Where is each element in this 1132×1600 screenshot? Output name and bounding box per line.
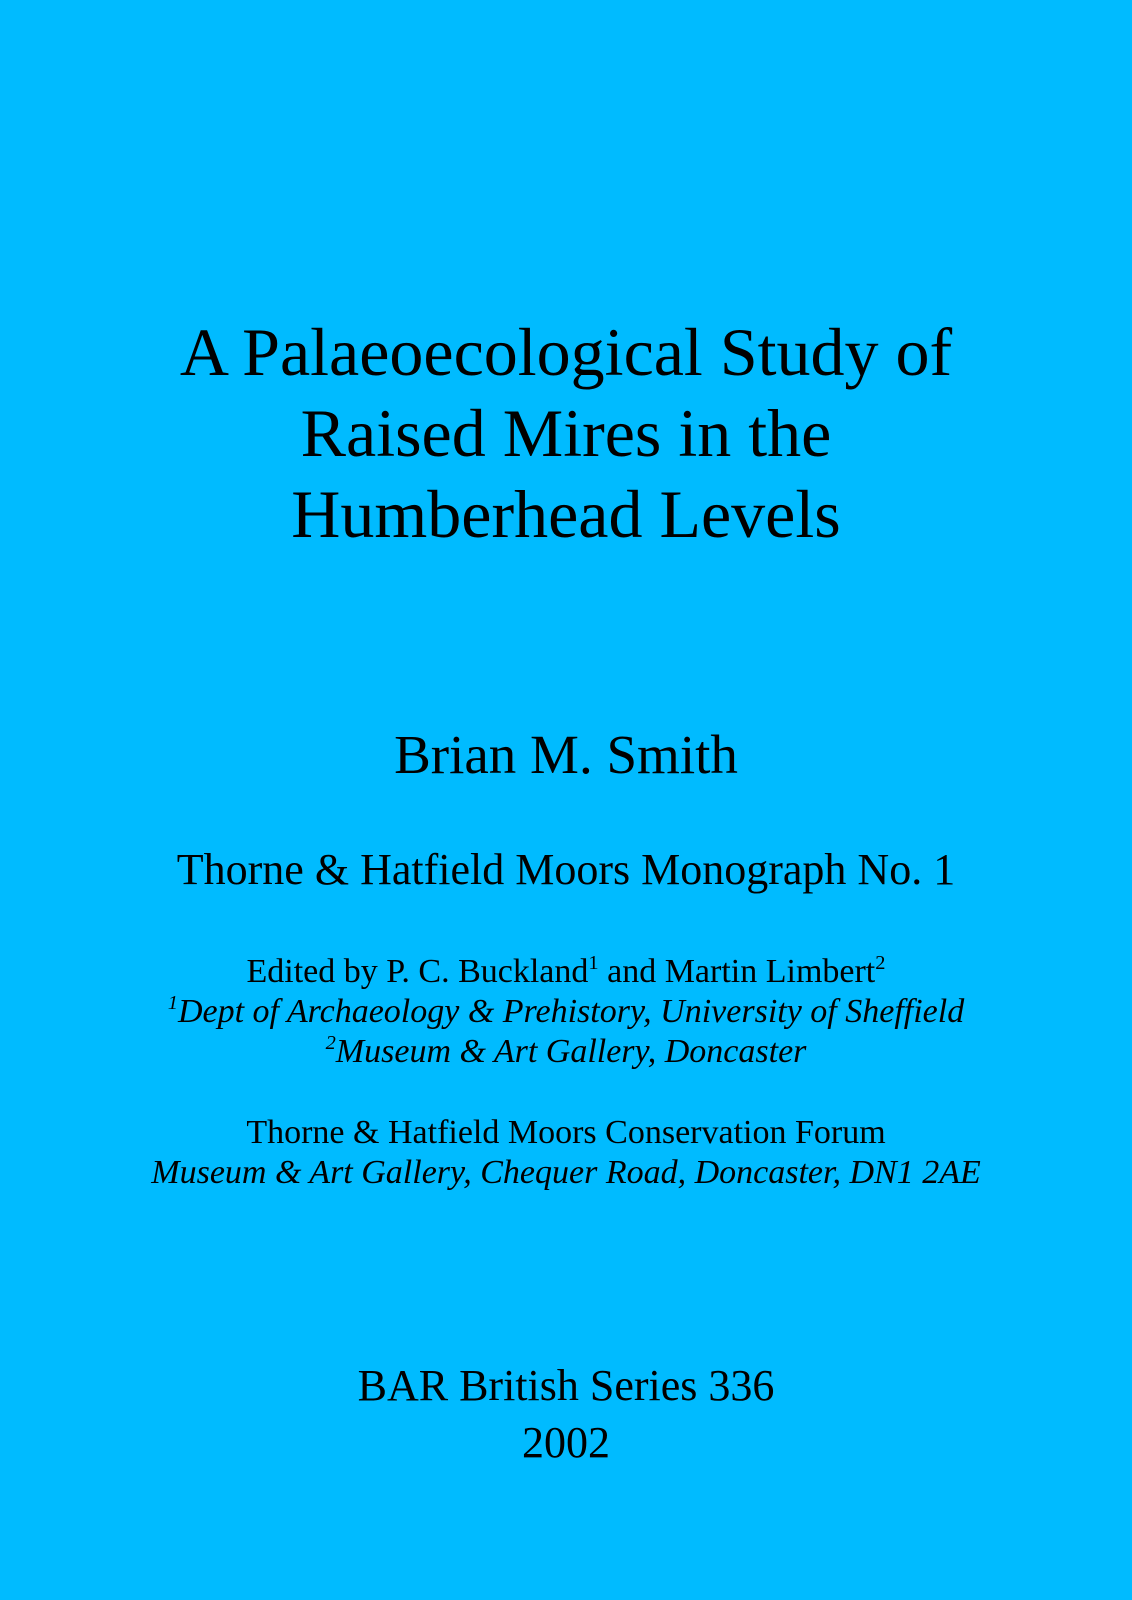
editors-line <box>0 952 1132 992</box>
editors-block <box>0 952 1132 1072</box>
editor-2: and Martin Limbert <box>598 953 876 990</box>
publication-year: 2002 <box>522 1418 610 1467</box>
title-line-1: A Palaeoecological Study of <box>179 314 953 390</box>
affiliation-1-mark: 1 <box>167 991 178 1014</box>
book-title <box>0 312 1132 555</box>
title-line-2: Raised Mires in the <box>300 395 832 471</box>
affiliation-2 <box>0 1032 1132 1072</box>
editor-1-mark: 1 <box>588 951 599 974</box>
title-line-3: Humberhead Levels <box>291 476 841 552</box>
forum-address: Museum & Art Gallery, Chequer Road, Doncaster, DN1 2AE <box>151 1154 981 1191</box>
editor-2-mark: 2 <box>875 951 886 974</box>
affiliation-1 <box>0 992 1132 1032</box>
editor-1: Edited by P. C. Buckland <box>246 953 589 990</box>
author-name: Brian M. Smith <box>394 724 738 785</box>
forum-name: Thorne & Hatfield Moors Conservation Forum <box>246 1114 886 1151</box>
publisher-block <box>0 1113 1132 1193</box>
affiliation-2-text: Museum & Art Gallery, Doncaster <box>335 1033 807 1070</box>
affiliation-1-text: Dept of Archaeology & Prehistory, University of Sheffield <box>177 993 965 1030</box>
series-block <box>0 1357 1132 1471</box>
monograph-series: Thorne & Hatfield Moors Monograph No. 1 <box>176 845 956 894</box>
affiliation-2-mark: 2 <box>325 1031 336 1054</box>
series-name: BAR British Series 336 <box>357 1361 775 1410</box>
